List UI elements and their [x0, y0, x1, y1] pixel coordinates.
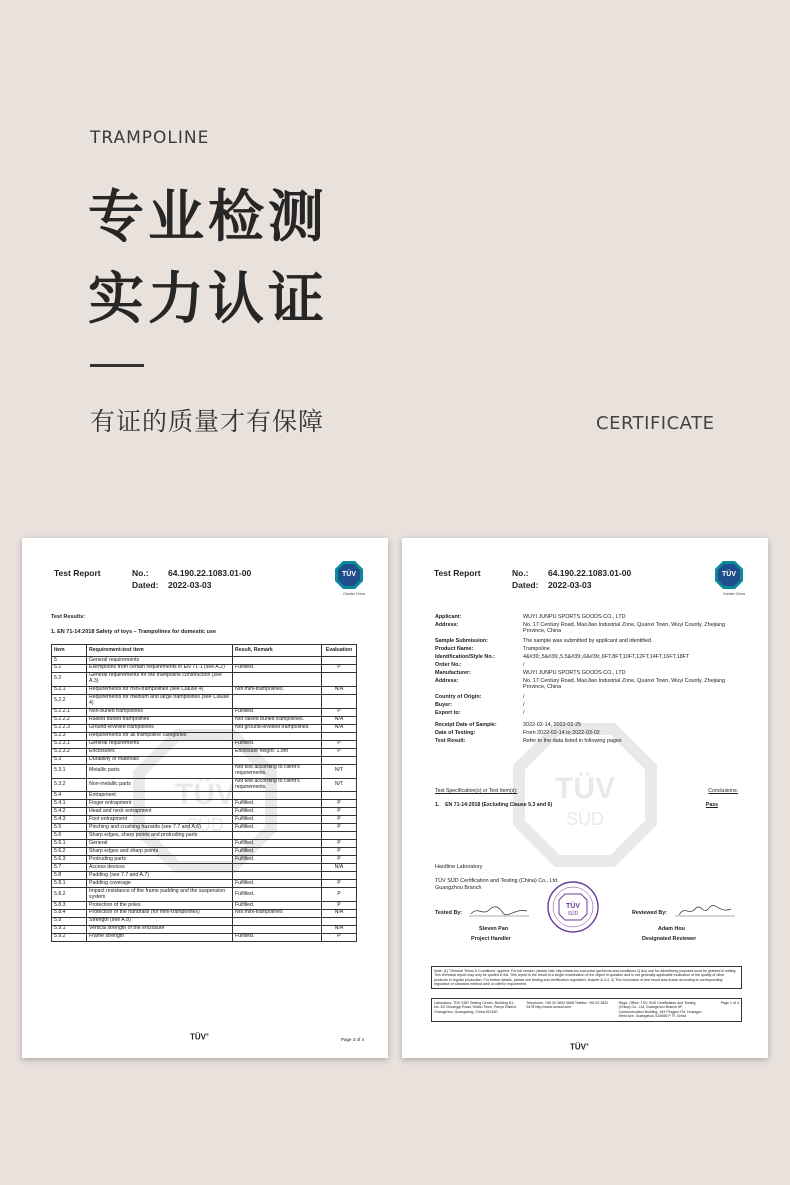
headline-divider — [90, 364, 144, 367]
row-evaluation — [322, 672, 357, 686]
row-result: Fulfilled. — [233, 902, 322, 910]
row-item: 5.8.2 — [52, 888, 87, 902]
info-key: Address: — [435, 622, 459, 628]
row-evaluation: N/A — [322, 686, 357, 694]
row-result — [233, 672, 322, 686]
row-result: Fulfilled. — [233, 800, 322, 808]
row-result: Fulfilled. — [233, 880, 322, 888]
row-requirement: Padding coverage — [87, 880, 233, 888]
table-row — [52, 664, 357, 672]
headline-line-1: 专业检测 — [88, 185, 328, 250]
logo-caption: Greater China — [343, 592, 365, 596]
row-evaluation: N/T — [322, 778, 357, 792]
row-result: Not test according to client's requirements. — [233, 764, 322, 778]
info-value: The sample was submitted by applicant and identified. — [523, 638, 653, 644]
row-evaluation — [322, 756, 357, 764]
table-row — [52, 902, 357, 910]
row-result — [233, 792, 322, 800]
tester-signature-icon — [469, 904, 529, 918]
col-result: Result, Remark — [233, 645, 322, 657]
row-evaluation: P — [322, 933, 357, 941]
row-requirement: General requirements for the trampoline construction (see A.3) — [87, 672, 233, 686]
col-item: Item — [52, 645, 87, 657]
row-result: Fulfilled. — [233, 664, 322, 672]
row-evaluation — [322, 917, 357, 925]
row-result: Enclosure height: 1.8m — [233, 748, 322, 756]
row-item: 5.4.3 — [52, 816, 87, 824]
row-result — [233, 872, 322, 880]
table-row — [52, 756, 357, 764]
certificate-label: CERTIFICATE — [596, 413, 715, 434]
report-no-value: 64.190.22.1083.01-00 — [168, 568, 252, 578]
row-evaluation: N/A — [322, 864, 357, 872]
row-item: 5 — [52, 657, 87, 665]
info-key: Manufacturer: — [435, 670, 471, 676]
row-evaluation — [322, 694, 357, 708]
spec-result: Pass — [705, 802, 718, 808]
row-item: 5.6.3 — [52, 856, 87, 864]
info-value: Refer to the data listed in following pages — [523, 738, 622, 744]
report-page-results — [22, 538, 388, 1058]
tester-name: Steven Pan — [479, 926, 509, 932]
info-value: WUYI JUNPU SPORTS GOODS CO., LTD — [523, 614, 626, 620]
table-row — [52, 840, 357, 848]
row-result: Fulfilled. — [233, 848, 322, 856]
row-result: Fulfilled. — [233, 708, 322, 716]
info-row — [435, 730, 743, 738]
row-requirement: Non-buried trampolines — [87, 708, 233, 716]
row-requirement: Sharp edges, sharp points and protruding parts — [87, 832, 233, 840]
row-item: 5.8.1 — [52, 880, 87, 888]
info-key: Export to: — [435, 710, 461, 716]
info-key: Address: — [435, 678, 459, 684]
table-row — [52, 778, 357, 792]
row-result: Not test according to client's requirements. — [233, 778, 322, 792]
row-evaluation — [322, 792, 357, 800]
row-evaluation: N/A — [322, 909, 357, 917]
row-evaluation: P — [322, 816, 357, 824]
row-requirement: Pinching and crushing hazards (see 7.7 and A.6) — [87, 824, 233, 832]
row-evaluation: P — [322, 708, 357, 716]
spec-header — [435, 788, 738, 794]
logo-text-2: TÜV — [722, 571, 736, 578]
reviewer-name: Adam Hou — [658, 926, 685, 932]
row-evaluation: P — [322, 800, 357, 808]
table-row — [52, 748, 357, 756]
row-evaluation: N/T — [322, 764, 357, 778]
table-row — [52, 716, 357, 724]
row-result: Fulfilled. — [233, 824, 322, 832]
info-row — [435, 646, 743, 654]
row-item: 5.4 — [52, 792, 87, 800]
row-item: 5.5 — [52, 824, 87, 832]
row-requirement: Vertical strength of the enclosure — [87, 925, 233, 933]
table-row — [52, 880, 357, 888]
table-row — [52, 724, 357, 732]
row-requirement: Sharp edges and sharp points — [87, 848, 233, 856]
row-requirement: Finger entrapment — [87, 800, 233, 808]
table-row — [52, 708, 357, 716]
row-requirement: Entrapment — [87, 792, 233, 800]
tuv-logo-icon — [714, 560, 744, 590]
row-result: Not mini-trampolines — [233, 909, 322, 917]
info-value: From 2022-02-14 to 2022-03-02 — [523, 730, 600, 736]
row-result — [233, 694, 322, 708]
row-requirement: Ground-levelled trampolines — [87, 724, 233, 732]
row-requirement: Metallic parts — [87, 764, 233, 778]
report-page-cover — [402, 538, 768, 1058]
lab-line-2: TÜV SÜD Certification and Testing (China) Co., Ltd. — [435, 877, 559, 884]
table-row — [52, 764, 357, 778]
table-row — [52, 933, 357, 941]
row-item: 5.6.2 — [52, 848, 87, 856]
row-requirement: Head and neck entrapment — [87, 808, 233, 816]
table-row — [52, 816, 357, 824]
info-value: / — [523, 710, 525, 716]
table-row — [52, 917, 357, 925]
info-row — [435, 678, 743, 690]
row-evaluation: P — [322, 848, 357, 856]
row-evaluation: P — [322, 888, 357, 902]
row-requirement: Impact resistance of the frame padding and the suspension system — [87, 888, 233, 902]
report-title: Test Report — [54, 568, 101, 578]
row-result: Fulfilled. — [233, 740, 322, 748]
table-row — [52, 824, 357, 832]
info-key: Country of Origin: — [435, 694, 482, 700]
info-key: Identification/Style No.: — [435, 654, 495, 660]
svg-text:TÜV: TÜV — [175, 778, 235, 811]
row-requirement: Requirements for all trampoline categories — [87, 732, 233, 740]
info-key: Sample Submission: — [435, 638, 489, 644]
svg-text:SÜD: SÜD — [565, 809, 605, 829]
info-row — [435, 670, 743, 678]
row-result: Fulfilled. — [233, 816, 322, 824]
row-requirement: Exemptions from certain requirements in EN 71-1 (see A.2) — [87, 664, 233, 672]
row-requirement: Frame strength — [87, 933, 233, 941]
table-row — [52, 694, 357, 708]
tested-by-label: Tested By: — [435, 910, 463, 916]
row-item: 5.8.3 — [52, 902, 87, 910]
row-evaluation: N/A — [322, 925, 357, 933]
category-label: TRAMPOLINE — [90, 128, 210, 148]
svg-text:TÜV: TÜV — [555, 772, 615, 805]
results-table — [51, 644, 357, 942]
row-evaluation — [322, 732, 357, 740]
row-evaluation: P — [322, 808, 357, 816]
info-row — [435, 702, 743, 710]
applicant-info — [435, 614, 743, 746]
info-value: WUYI JUNPU SPORTS GOODS CO., LTD — [523, 670, 626, 676]
spec-item-no: 1. — [435, 802, 440, 808]
row-requirement: Requirements for medium and large trampolines (see Clause 4) — [87, 694, 233, 708]
table-row — [52, 856, 357, 864]
row-requirement: General requirements — [87, 740, 233, 748]
page-number: Page 3 of 4 — [340, 1037, 364, 1042]
row-item: 5.6 — [52, 832, 87, 840]
row-requirement: Protection of the poles — [87, 902, 233, 910]
spec-right-label: Conclusions: — [708, 788, 738, 794]
footer-brand-2: TÜV® — [570, 1042, 589, 1052]
table-row — [52, 808, 357, 816]
table-row — [52, 686, 357, 694]
svg-text:SÜD: SÜD — [185, 815, 225, 835]
row-requirement: General — [87, 840, 233, 848]
row-requirement: Enclosures — [87, 748, 233, 756]
tuv-logo-icon — [334, 560, 364, 590]
info-row — [435, 694, 743, 702]
info-key: Applicant: — [435, 614, 462, 620]
row-item: 5.9.1 — [52, 925, 87, 933]
terms-note: Note: (1) "General Terms & Conditions" applied. For full version, please visit: http://www.tuv-sud.cn/cn-gcr/terms-and-conditions 2) Any use for advertising purposes must be granted in writing. This technical report may only be quoted in full. This report is the result of a single examination of the object in question and is not generally applicable evaluation of the quality of other products in regular production. For further details, please see testing and certification regulation, chapter A-3.4. 3) The conclusion of test result was drawn according to corresponding regulation or standard method and/ or client's requirement. — [431, 966, 742, 989]
info-key: Order No.: — [435, 662, 462, 668]
spec-item-row — [435, 802, 738, 808]
report-no-value-2: 64.190.22.1083.01-00 — [548, 568, 632, 578]
svg-text:SÜD: SÜD — [567, 911, 579, 917]
row-item: 5.9.2 — [52, 933, 87, 941]
row-result — [233, 917, 322, 925]
row-requirement: Non-metallic parts — [87, 778, 233, 792]
lab-line-3: Guangzhou Branch — [435, 885, 482, 892]
table-row — [52, 672, 357, 686]
row-requirement: Strength (see A.8) — [87, 917, 233, 925]
row-requirement: Access devices — [87, 864, 233, 872]
lab-line-1: Hardline Laboratory — [435, 864, 483, 870]
table-row — [52, 909, 357, 917]
row-item: 5.2.3.1 — [52, 740, 87, 748]
test-spec — [435, 788, 738, 808]
row-result: Fulfilled. — [233, 856, 322, 864]
row-item: 5.2.2 — [52, 694, 87, 708]
row-item: 5.2.3.2 — [52, 748, 87, 756]
row-requirement: Durability of materials — [87, 756, 233, 764]
row-requirement: General requirements — [87, 657, 233, 665]
row-result — [233, 832, 322, 840]
row-result: Fulfilled. — [233, 808, 322, 816]
table-row — [52, 800, 357, 808]
row-evaluation — [322, 872, 357, 880]
report-dated-value-2: 2022-03-03 — [548, 580, 592, 590]
row-requirement: Raised buried trampolines — [87, 716, 233, 724]
row-item: 5.7 — [52, 864, 87, 872]
row-result: Fulfilled. — [233, 888, 322, 902]
svg-text:TÜV: TÜV — [566, 903, 580, 910]
table-row — [52, 657, 357, 665]
row-result: Fulfilled. — [233, 933, 322, 941]
row-evaluation: N/A — [322, 724, 357, 732]
info-key: Product Name: — [435, 646, 474, 652]
row-result: Fulfilled. — [233, 840, 322, 848]
row-evaluation: P — [322, 664, 357, 672]
row-item: 5.3.2 — [52, 778, 87, 792]
report-no-label-2: No.: — [512, 568, 529, 578]
info-key: Date of Testing: — [435, 730, 476, 736]
row-requirement: Protection of the handrails (for mini-trampolines) — [87, 909, 233, 917]
footer-brand-text-2: TÜV — [570, 1043, 586, 1052]
info-key: Test Result: — [435, 738, 466, 744]
row-evaluation — [322, 832, 357, 840]
info-row — [435, 722, 743, 730]
reviewer-role: Designated Reviewer — [642, 936, 697, 942]
row-item: 5.6.1 — [52, 840, 87, 848]
info-value: No. 17 Century Road, MaoJiao Industrial Zone, Quanxi Town, Wuyi County, Zhejiang Province, China — [523, 678, 725, 690]
info-value: / — [523, 694, 525, 700]
row-item: 5.2.2.1 — [52, 708, 87, 716]
company-stamp-icon — [546, 880, 600, 934]
row-evaluation: P — [322, 856, 357, 864]
reviewer-signature-icon — [675, 904, 735, 918]
logo-text: TÜV — [342, 571, 356, 578]
address-office: Regd. Office: TÜV SÜD Certification and Testing (China) Co., Ltd. Guangzhou Branch 5F, Communication Building, 163 Pingyun Rd, Huangpu West Ave. Guangzhou 510656 P. R. China — [618, 1001, 702, 1019]
table-row — [52, 888, 357, 902]
table-row — [52, 848, 357, 856]
info-row — [435, 710, 743, 718]
row-item: 5.2.1 — [52, 686, 87, 694]
footer-brand-text: TÜV — [190, 1033, 206, 1042]
info-row — [435, 662, 743, 670]
row-evaluation: P — [322, 902, 357, 910]
row-evaluation: P — [322, 840, 357, 848]
table-row — [52, 872, 357, 880]
row-result: Not ground-levelled trampolines. — [233, 724, 322, 732]
info-row — [435, 738, 743, 746]
row-result: Not mini-trampolines. — [233, 686, 322, 694]
tester-role: Project Handler — [471, 936, 511, 942]
info-value: Trampoline — [523, 646, 550, 652]
row-item: 5.9 — [52, 917, 87, 925]
report-dated-label: Dated: — [132, 580, 159, 590]
row-evaluation — [322, 657, 357, 665]
row-requirement: Requirements for mini-trampolines (see Clause 4) — [87, 686, 233, 694]
reviewed-by-label: Reviewed By: — [632, 910, 668, 916]
row-item: 5.4.2 — [52, 808, 87, 816]
row-item: 5.2 — [52, 672, 87, 686]
page-number-2: Page 1 of 4 — [720, 1001, 739, 1005]
report-dated-value: 2022-03-03 — [168, 580, 212, 590]
col-requirement: Requirement-test item — [87, 645, 233, 657]
row-item: 5.2.2.3 — [52, 724, 87, 732]
results-heading: Test Results: — [51, 614, 86, 620]
row-result — [233, 925, 322, 933]
info-key: Receipt Date of Sample: — [435, 722, 497, 728]
table-row — [52, 732, 357, 740]
row-evaluation: P — [322, 748, 357, 756]
row-evaluation: P — [322, 880, 357, 888]
results-header-row — [52, 645, 357, 657]
row-item: 5.3.1 — [52, 764, 87, 778]
spec-left-label: Test Specification(s) or Test Item(s): — [435, 788, 518, 794]
row-evaluation: P — [322, 740, 357, 748]
subtitle: 有证的质量才有保障 — [90, 407, 325, 436]
row-item: 5.8.4 — [52, 909, 87, 917]
report-no-label: No.: — [132, 568, 149, 578]
report-title-2: Test Report — [434, 568, 481, 578]
row-item: 5.1 — [52, 664, 87, 672]
table-row — [52, 740, 357, 748]
row-result — [233, 657, 322, 665]
spec-item: EN 71-14:2018 (Excluding Clause 5.3 and 6) — [445, 802, 553, 808]
lab-info — [435, 864, 559, 893]
row-item: 5.4.1 — [52, 800, 87, 808]
row-evaluation: P — [322, 824, 357, 832]
info-value: / — [523, 702, 525, 708]
table-row — [52, 864, 357, 872]
info-row — [435, 654, 743, 662]
table-row — [52, 832, 357, 840]
row-item: 5.2.2.2 — [52, 716, 87, 724]
footer-brand: TÜV® — [190, 1032, 209, 1042]
logo-caption-2: Greater China — [723, 592, 745, 596]
row-result: Not raised buried trampolines. — [233, 716, 322, 724]
row-requirement: Foot entrapment — [87, 816, 233, 824]
address-contact: Telephone: +86 20 3832 0668 Telefax: +86 20 3832 0478 http://www.tuvsud.com — [526, 1001, 609, 1010]
row-requirement: Protruding parts — [87, 856, 233, 864]
info-row — [435, 614, 743, 622]
info-row — [435, 622, 743, 634]
info-value: 4&#39;,5&#39;,5.5&#39;,6&#39;,6FT,8FT,10FT,12FT,14FT,16FT,18FT — [523, 654, 690, 660]
row-item: 5.8 — [52, 872, 87, 880]
table-row — [52, 792, 357, 800]
row-requirement: Padding (see 7.7 and A.7) — [87, 872, 233, 880]
info-key: Buyer: — [435, 702, 453, 708]
row-item: 5.2.3 — [52, 732, 87, 740]
row-result — [233, 756, 322, 764]
headline-line-2: 实力认证 — [88, 267, 328, 332]
address-footer — [431, 998, 742, 1022]
info-value: 2022-02-14, 2022-02-25 — [523, 722, 582, 728]
info-row — [435, 638, 743, 646]
row-evaluation: N/A — [322, 716, 357, 724]
info-value: No. 17 Century Road, MaoJiao Industrial Zone, Quanxi Town, Wuyi County, Zhejiang Province, China — [523, 622, 725, 634]
results-standard: 1. EN 71-14:2018 Safety of toys – Trampolines for domestic use — [51, 629, 217, 635]
row-result — [233, 732, 322, 740]
row-result — [233, 864, 322, 872]
info-value: / — [523, 662, 525, 668]
report-dated-label-2: Dated: — [512, 580, 539, 590]
row-item: 5.3 — [52, 756, 87, 764]
col-evaluation: Evaluation — [322, 645, 357, 657]
address-lab: Laboratory: TÜV SÜD Testing Center, Building D1, No. 63 Chuangqi Road, Shilou Town, Panyu District, Guangzhou, Guangdong, China 511450 — [434, 1001, 518, 1014]
table-row — [52, 925, 357, 933]
